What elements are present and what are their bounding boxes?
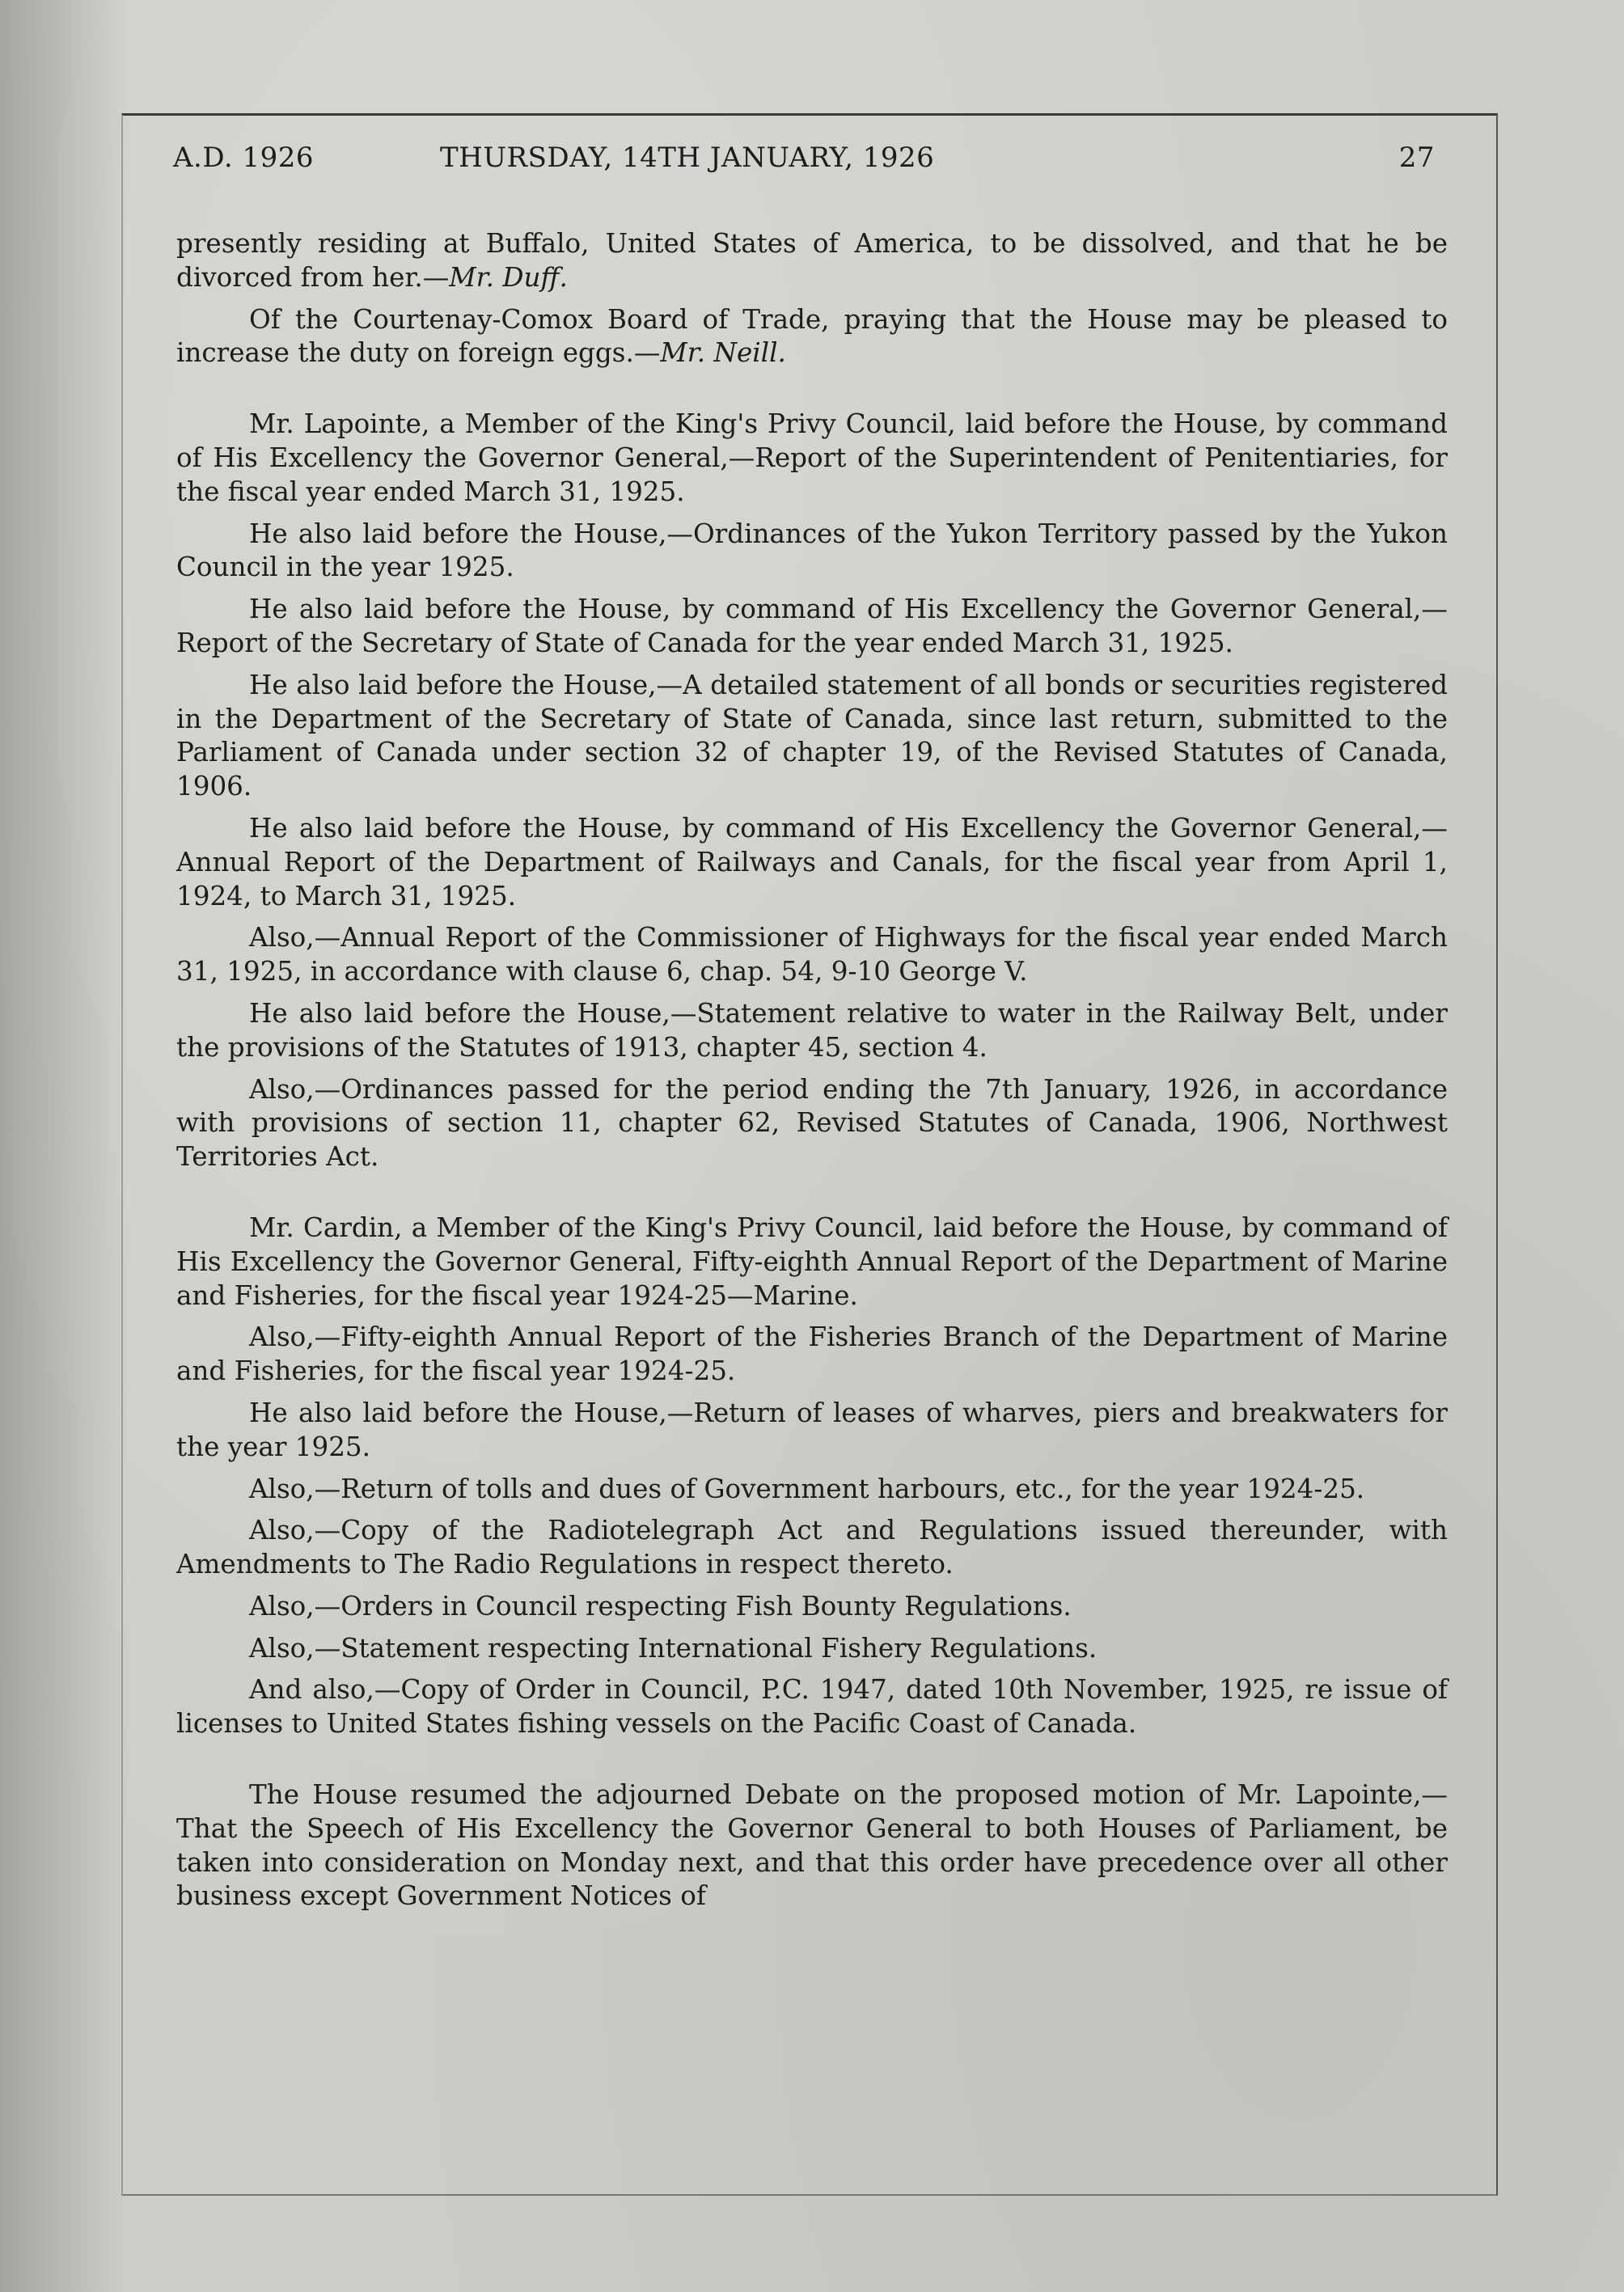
- member-name: Mr. Duff.: [449, 261, 568, 293]
- header-year: A.D. 1926: [173, 142, 315, 174]
- page-number: 27: [1398, 142, 1435, 174]
- paragraph-harbour-tolls: Also,—Return of tolls and dues of Government harbours, etc., for the year 1924-25.: [249, 1473, 1365, 1504]
- paragraph-secretary-of-state-report: He also laid before the House, by command of His Excellency the Governor General,—Report of the Secretary of State of Canada for the year ended March 31, 1925.: [176, 594, 1448, 658]
- paragraph-highways-report: Also,—Annual Report of the Commissioner of Highways for the fiscal year ended March 31, 1925, in accordance with clause 6, chap. 54, 9-10 George V.: [176, 922, 1448, 987]
- page-header: [173, 142, 1446, 190]
- paragraph-petition-duff: presently residing at Buffalo, United States of America, to be dissolved, and that he be divorced from her.—Mr. Duff.: [176, 228, 1448, 293]
- paragraph-yukon-ordinances: He also laid before the House,—Ordinances of the Yukon Territory passed by the Yukon Council in the year 1925.: [176, 518, 1448, 583]
- paragraph-railway-belt-water: He also laid before the House,—Statement relative to water in the Railway Belt, under the provisions of the Statutes of 1913, chapter 45, section 4.: [176, 997, 1448, 1063]
- paragraph-wharves-leases: He also laid before the House,—Return of leases of wharves, piers and breakwaters for the year 1925.: [176, 1397, 1448, 1462]
- paragraph-railways-canals-report: He also laid before the House, by command of His Excellency the Governor General,—Annual Report of the Department of Railways and Canals, for the fiscal year from April 1, 1924, to March 31, 1925.: [176, 812, 1448, 911]
- paragraph-fish-bounty: Also,—Orders in Council respecting Fish Bounty Regulations.: [249, 1590, 1072, 1622]
- paragraph-fisheries-branch-report: Also,—Fifty-eighth Annual Report of the Fisheries Branch of the Department of Marine and Fisheries, for the fiscal year 1924-25.: [176, 1321, 1448, 1387]
- paragraph-petition-neill: Of the Courtenay-Comox Board of Trade, praying that the House may be pleased to increase the duty on foreign eggs.—Mr. Neill.: [176, 303, 1448, 369]
- paragraph-lapointe-penitentiaries: Mr. Lapointe, a Member of the King's Privy Council, laid before the House, by command of His Excellency the Governor General,—Report of the Superintendent of Penitentiaries, for the fiscal year ended March 31, 1925.: [176, 408, 1448, 507]
- paragraph-order-in-council: And also,—Copy of Order in Council, P.C. 1947, dated 10th November, 1925, re issue of licenses to United States fishing vessels on the Pacific Coast of Canada.: [176, 1674, 1448, 1740]
- page-body: [176, 227, 1448, 1922]
- paragraph-bonds-statement: He also laid before the House,—A detailed statement of all bonds or securities registered in the Department of the Secretary of State of Canada, since last return, submitted to the Parliament of Canada under section 32 of chapter 19, of the Revised Statutes of Canada, 1906.: [176, 669, 1448, 802]
- paragraph-northwest-ordinances: Also,—Ordinances passed for the period ending the 7th January, 1926, in accordance with provisions of section 11, chapter 62, Revised Statutes of Canada, 1906, Northwest Territories Act.: [176, 1073, 1448, 1173]
- paragraph-adjourned-debate: The House resumed the adjourned Debate on the proposed motion of Mr. Lapointe,—That the Speech of His Excellency the Governor General to both Houses of Parliament, be taken into consideration on Monday next, and that this order have precedence over all other business except Government Notices of: [176, 1779, 1448, 1912]
- header-date: THURSDAY, 14TH JANUARY, 1926: [440, 142, 935, 174]
- binding-shadow: [0, 0, 129, 2292]
- paragraph-cardin-marine-report: Mr. Cardin, a Member of the King's Privy Council, laid before the House, by command of His Excellency the Governor General, Fifty-eighth Annual Report of the Department of Marine and Fisheries, for the fiscal year 1924-25—Marine.: [176, 1212, 1448, 1311]
- journal-page: [121, 113, 1498, 2196]
- paragraph-radiotelegraph-act: Also,—Copy of the Radiotelegraph Act and Regulations issued thereunder, with Amendments to The Radio Regulations in respect thereto.: [176, 1515, 1448, 1580]
- member-name: Mr. Neill.: [660, 337, 786, 369]
- paragraph-fishery-regulations: Also,—Statement respecting International Fishery Regulations.: [249, 1632, 1097, 1664]
